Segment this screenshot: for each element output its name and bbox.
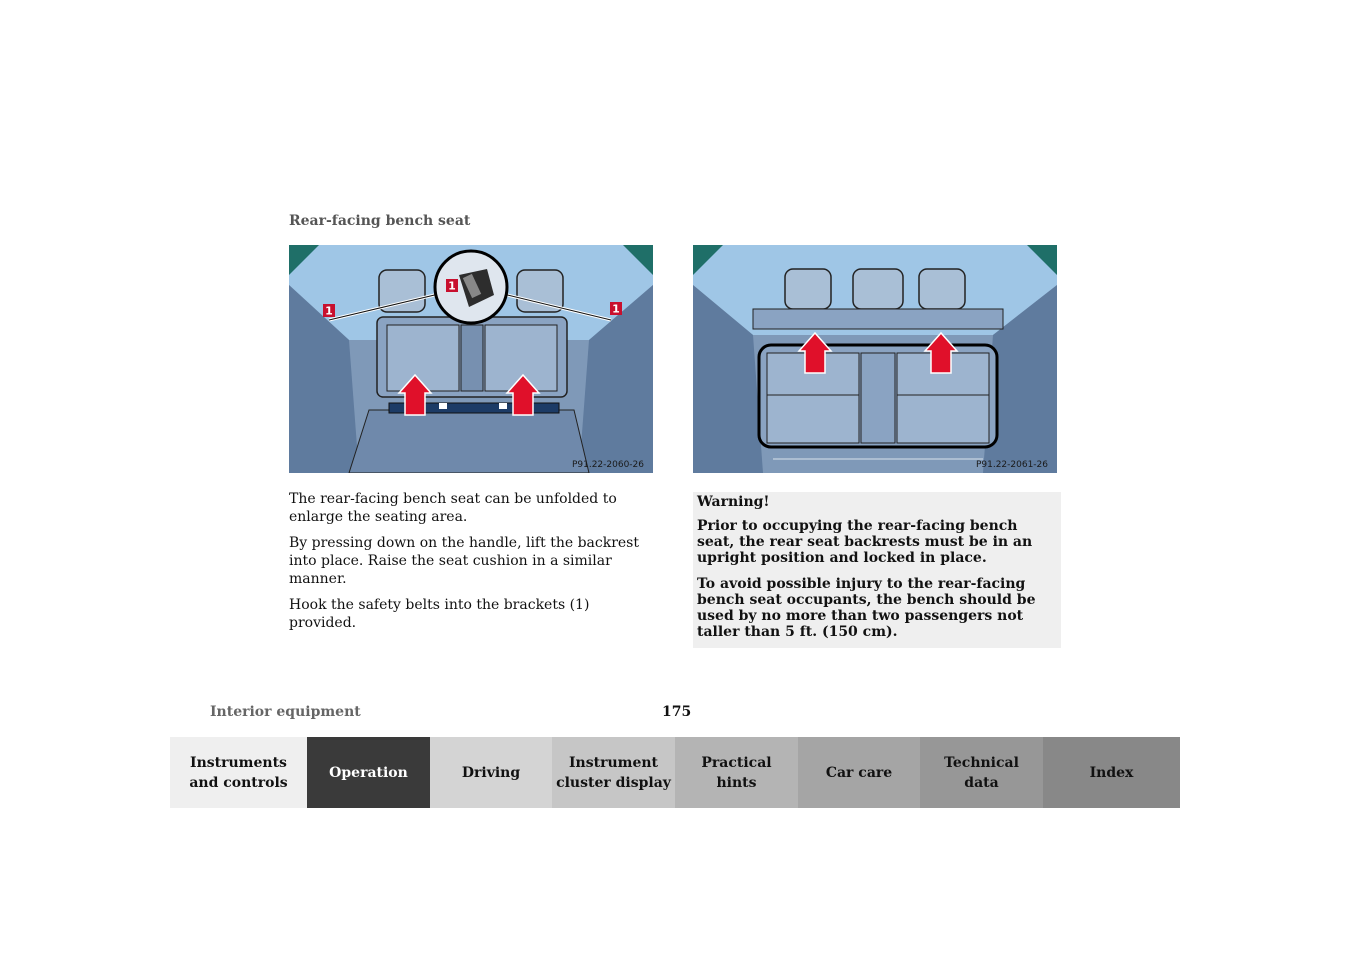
nav-tab-label: Operation — [329, 764, 408, 781]
nav-tab-label: Practical hints — [701, 754, 772, 791]
paragraph: The rear-facing bench seat can be unfolded to enlarge the seating area. — [289, 491, 617, 525]
figure-bench-seat-cushion — [693, 245, 1057, 473]
paragraph: By pressing down on the handle, lift the backrest into place. Raise the seat cushion in a similar manner. — [289, 535, 639, 587]
warning-paragraph: To avoid possible injury to the rear-facing bench seat occupants, the bench should be used by no more than two passengers not taller than 5 ft. (150 cm). — [697, 576, 1036, 640]
body-text — [289, 490, 659, 640]
footer-section-name: Interior equipment — [210, 704, 361, 720]
bench-seat-illustration-2 — [693, 245, 1057, 473]
nav-tab-car-care[interactable] — [798, 737, 920, 808]
bench-seat-illustration-1 — [289, 245, 653, 473]
callout-label: 1 — [325, 304, 333, 318]
paragraph: Hook the safety belts into the brackets (1) provided. — [289, 597, 590, 631]
nav-tab-instruments-and-controls[interactable] — [170, 737, 307, 808]
warning-box — [693, 492, 1061, 648]
nav-tab-operation[interactable] — [307, 737, 430, 808]
section-title: Rear-facing bench seat — [289, 213, 471, 229]
chapter-navigation — [170, 737, 1180, 808]
nav-tab-label: Instruments and controls — [189, 754, 288, 791]
nav-tab-driving[interactable] — [430, 737, 552, 808]
figure-bench-seat-backrest — [289, 245, 653, 473]
figure-code: P91.22-2060-26 — [571, 460, 644, 470]
page-number: 175 — [662, 704, 692, 720]
nav-tab-practical-hints[interactable] — [675, 737, 798, 808]
nav-tab-label: Index — [1089, 764, 1134, 781]
nav-tab-label: Driving — [461, 764, 521, 781]
nav-tab-label: Technical data — [944, 754, 1019, 791]
nav-tab-instrument-cluster-display[interactable] — [552, 737, 675, 808]
nav-tab-label: Car care — [825, 764, 893, 781]
nav-tab-technical-data[interactable] — [920, 737, 1043, 808]
callout-label: 1 — [612, 302, 620, 316]
callout-label: 1 — [448, 279, 456, 293]
figure-code: P91.22-2061-26 — [975, 460, 1048, 470]
warning-title: Warning! — [697, 494, 770, 510]
warning-paragraph: Prior to occupying the rear-facing bench seat, the rear seat backrests must be in an upright position and locked in place. — [697, 518, 1033, 566]
nav-tab-index[interactable] — [1043, 737, 1180, 808]
nav-tab-label: Instrument cluster display — [556, 754, 671, 791]
